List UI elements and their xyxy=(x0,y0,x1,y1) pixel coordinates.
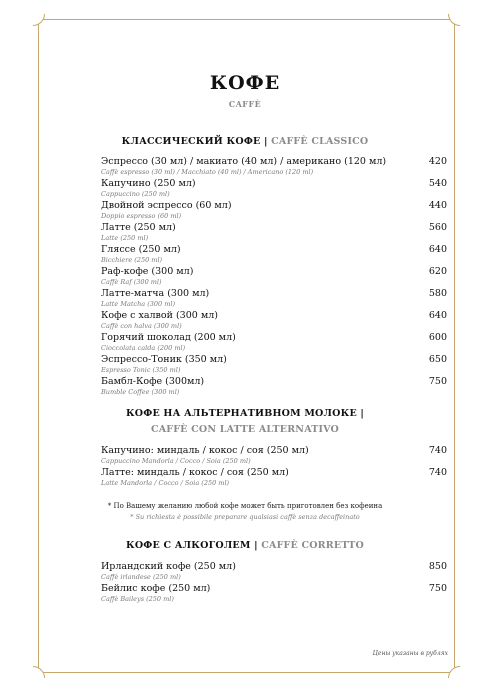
item-name-italian: Cappuccino (250 ml) xyxy=(101,190,170,198)
item-name: Латте-матча (300 мл) xyxy=(101,288,210,299)
menu-item xyxy=(101,376,447,397)
item-name-italian: Caffè Baileys (250 ml) xyxy=(101,595,174,603)
page-subtitle: CAFFÈ xyxy=(228,99,262,109)
page-title: КОФЕ xyxy=(209,72,281,94)
item-name: Капучино (250 мл) xyxy=(101,178,196,189)
menu-item xyxy=(101,467,447,488)
item-price: 560 xyxy=(428,222,447,233)
item-price: 750 xyxy=(428,376,447,387)
section-heading-it: CAFFÈ CLASSICO xyxy=(271,136,369,147)
item-name-italian: Caffè con halva (300 ml) xyxy=(101,322,182,330)
section-heading-alcohol: КОФЕ С АЛКОГОЛЕМ | CAFFÈ CORRETTO xyxy=(125,540,364,551)
section-heading-ru: КОФЕ С АЛКОГОЛЕМ xyxy=(125,540,251,551)
item-price: 650 xyxy=(428,354,447,365)
item-name: Раф-кофе (300 мл) xyxy=(101,266,194,277)
item-name: Латте: миндаль / кокос / соя (250 мл) xyxy=(101,467,289,478)
menu-item xyxy=(101,445,447,466)
item-price: 540 xyxy=(428,178,447,189)
menu-item xyxy=(101,222,447,243)
item-name-italian: Latte Matcha (300 ml) xyxy=(101,300,176,308)
item-name-italian: Cioccolata calda (200 ml) xyxy=(101,344,186,352)
item-name: Горячий шоколад (200 мл) xyxy=(101,332,236,343)
item-name-italian: Bicchiere (250 ml) xyxy=(101,256,163,264)
item-name-italian: Cappuccino Mandorla / Cocco / Soia (250 ml) xyxy=(101,457,251,465)
item-name-italian: Doppio espresso (60 ml) xyxy=(101,212,182,220)
item-price: 740 xyxy=(428,445,447,456)
item-name-italian: Caffè irlandese (250 ml) xyxy=(101,573,181,581)
item-price: 750 xyxy=(428,583,447,594)
menu-item xyxy=(101,561,447,582)
item-name: Эспрессо-Тоник (350 мл) xyxy=(101,354,227,365)
item-name: Эспрессо (30 мл) / макиато (40 мл) / американо (120 мл) xyxy=(101,156,387,167)
item-name-italian: Espresso Tonic (350 ml) xyxy=(101,366,181,374)
item-name: Бамбл-Кофе (300мл) xyxy=(101,376,205,387)
item-price: 600 xyxy=(428,332,447,343)
item-price: 850 xyxy=(428,561,447,572)
item-price: 740 xyxy=(428,467,447,478)
item-name: Кофе с халвой (300 мл) xyxy=(101,310,218,321)
menu-item xyxy=(101,156,447,177)
section-heading-it: CAFFÈ CORRETTO xyxy=(261,540,364,551)
frame-corner-ornament xyxy=(448,666,460,678)
menu-item xyxy=(101,244,447,265)
section-heading-classic: КЛАССИЧЕСКИЙ КОФЕ | CAFFÈ CLASSICO xyxy=(121,136,369,147)
menu-item xyxy=(101,583,447,604)
item-name-italian: Bumble Coffee (300 ml) xyxy=(101,388,180,396)
menu-item xyxy=(101,200,447,221)
item-price: 420 xyxy=(428,156,447,167)
section-heading-ru: КОФЕ НА АЛЬТЕРНАТИВНОМ МОЛОКЕ | xyxy=(125,408,365,419)
section-heading-it: CAFFÈ CON LATTE ALTERNATIVO xyxy=(150,424,340,435)
item-price: 580 xyxy=(428,288,447,299)
item-name: Бейлис кофе (250 мл) xyxy=(101,583,211,594)
item-price: 640 xyxy=(428,244,447,255)
item-name: Гляссе (250 мл) xyxy=(101,244,181,255)
item-name: Капучино: миндаль / кокос / соя (250 мл) xyxy=(101,445,309,456)
menu-item xyxy=(101,266,447,287)
frame-corner-ornament xyxy=(33,14,45,26)
item-name-italian: Caffè Raf (300 ml) xyxy=(101,278,162,286)
item-price: 440 xyxy=(428,200,447,211)
menu-item xyxy=(101,288,447,309)
item-price: 640 xyxy=(428,310,447,321)
item-name-italian: Latte Mandorla / Cocco / Soia (250 ml) xyxy=(101,479,230,487)
decaf-note-it: * Su richiesta è possibile preparare qualsiasi caffè senza decaffeinato xyxy=(130,513,360,521)
frame-corner-ornament xyxy=(448,14,460,26)
currency-footnote: Цены указаны в рублях xyxy=(372,650,448,657)
menu-item xyxy=(101,354,447,375)
item-name: Ирландский кофе (250 мл) xyxy=(101,561,236,572)
item-name-italian: Caffè espresso (30 ml) / Macchiato (40 ml) / Americano (120 ml) xyxy=(101,168,314,176)
item-price: 620 xyxy=(428,266,447,277)
section-heading-ru: КЛАССИЧЕСКИЙ КОФЕ xyxy=(121,136,261,147)
item-name: Двойной эспрессо (60 мл) xyxy=(101,200,232,211)
menu-item xyxy=(101,310,447,331)
menu-item xyxy=(101,178,447,199)
item-name: Латте (250 мл) xyxy=(101,222,176,233)
section-heading-alt xyxy=(0,424,490,435)
decaf-note-ru: * По Вашему желанию любой кофе может быть приготовлен без кофеина xyxy=(107,502,383,510)
item-name-italian: Latte (250 ml) xyxy=(101,234,149,242)
menu-item xyxy=(101,332,447,353)
frame-corner-ornament xyxy=(33,666,45,678)
